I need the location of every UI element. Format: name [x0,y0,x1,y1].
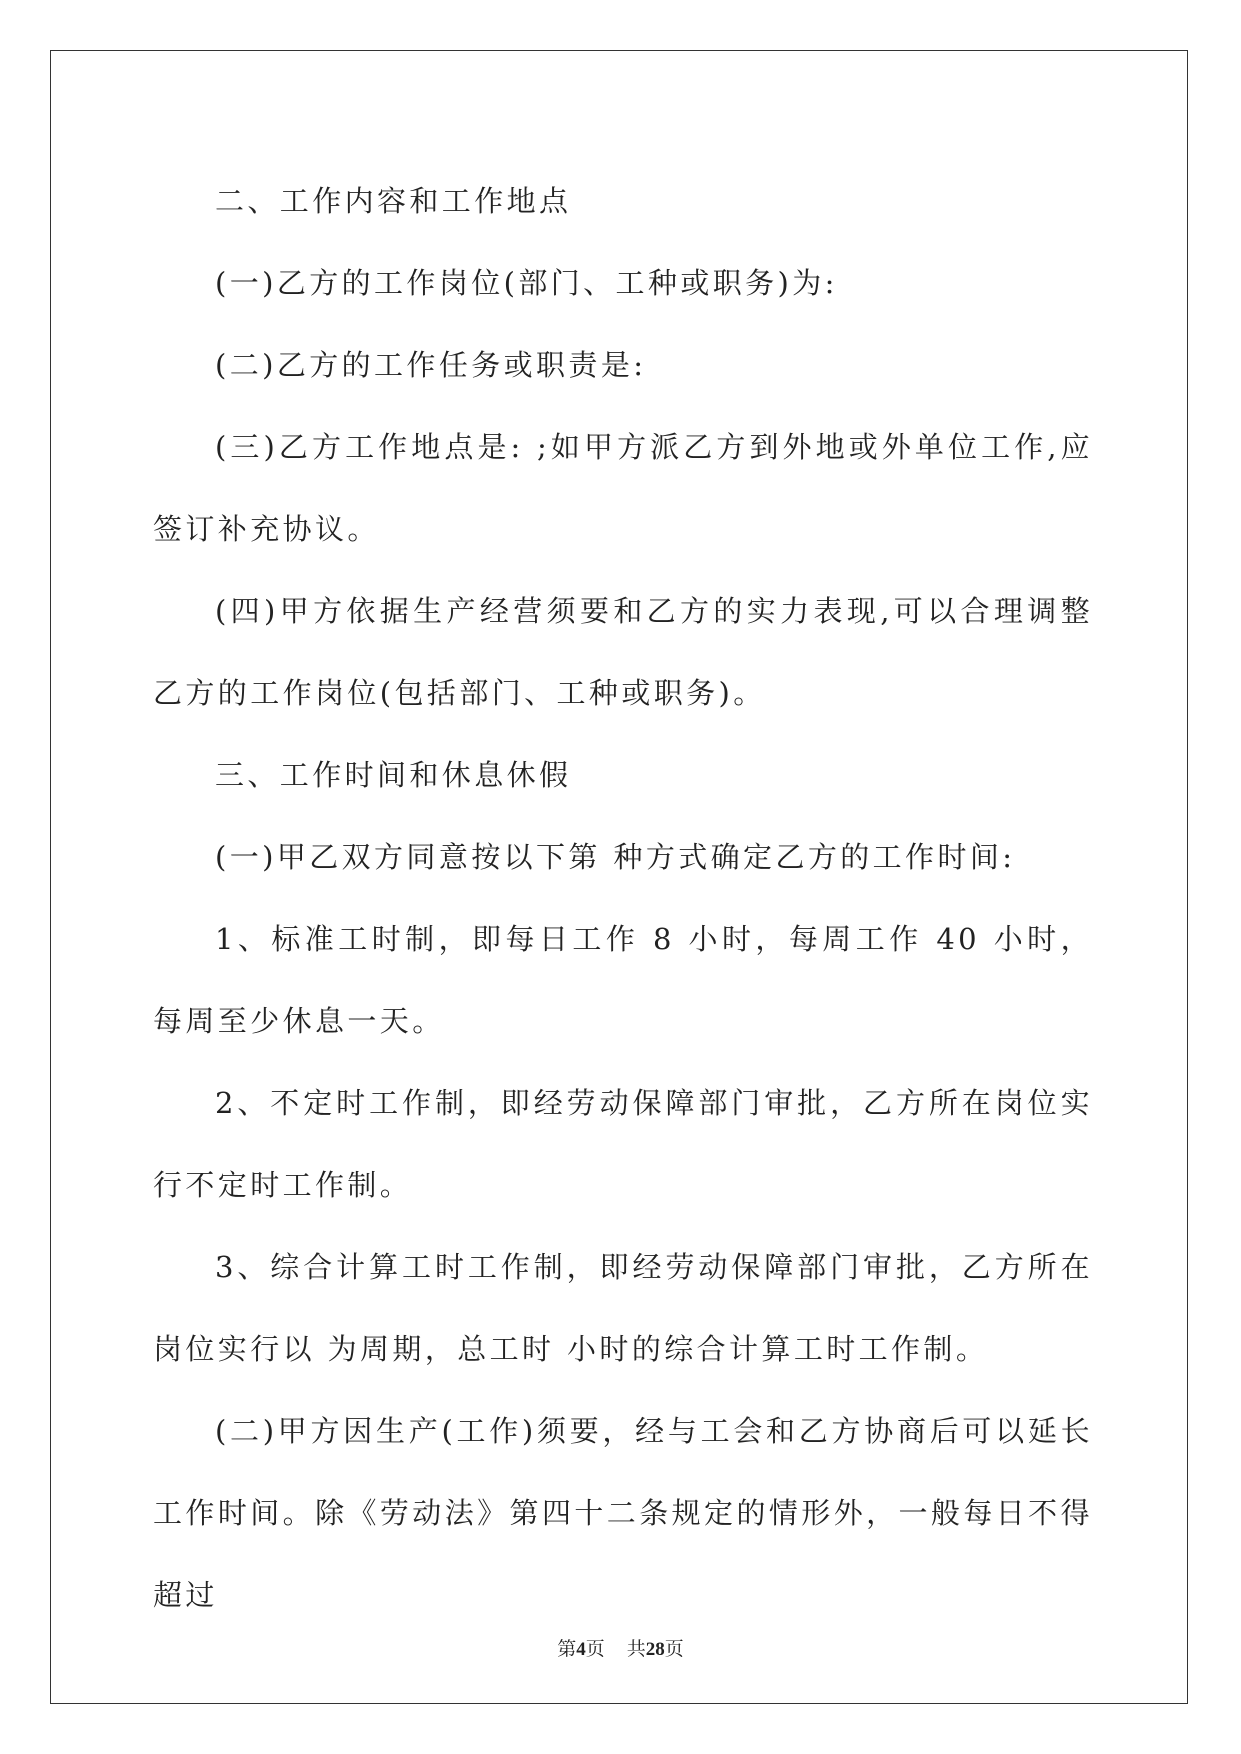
footer-total-prefix: 共 [626,1639,646,1660]
section-heading-work-content: 二、工作内容和工作地点 [215,184,572,218]
footer-total-suffix: 页 [664,1639,684,1660]
footer-prefix: 第 [557,1639,577,1660]
total-pages: 28 [645,1639,665,1660]
item-standard-hours: 1、标准工时制，即每日工作 8 小时，每周工作 40 小时，每周至少休息一天。 [153,922,1093,1038]
item-comprehensive-hours: 3、综合计算工时工作制，即经劳动保障部门审批，乙方所在岗位实行以 为周期，总工时 小时的综合计算工时工作制。 [153,1250,1093,1366]
section-heading-work-hours: 三、工作时间和休息休假 [215,758,572,792]
clause-position-adjustment: (四)甲方依据生产经营须要和乙方的实力表现,可以合理调整乙方的工作岗位(包括部门、工种或职务)。 [153,594,1093,710]
page-number: 4 [576,1639,586,1660]
footer-page-suffix: 页 [585,1639,605,1660]
clause-overtime: (二)甲方因生产(工作)须要，经与工会和乙方协商后可以延长工作时间。除《劳动法》第四十二条规定的情形外，一般每日不得超过 [153,1414,1093,1612]
document-body [153,160,1093,1636]
page-footer [0,1634,1241,1661]
clause-job-duties: (二)乙方的工作任务或职责是: [215,348,647,382]
clause-work-hours-method: (一)甲乙双方同意按以下第 种方式确定乙方的工作时间: [215,840,1016,874]
clause-job-position: (一)乙方的工作岗位(部门、工种或职务)为: [215,266,838,300]
clause-work-location: (三)乙方工作地点是: ;如甲方派乙方到外地或外单位工作,应签订补充协议。 [153,430,1093,546]
item-flexible-hours: 2、不定时工作制，即经劳动保障部门审批，乙方所在岗位实行不定时工作制。 [153,1086,1093,1202]
